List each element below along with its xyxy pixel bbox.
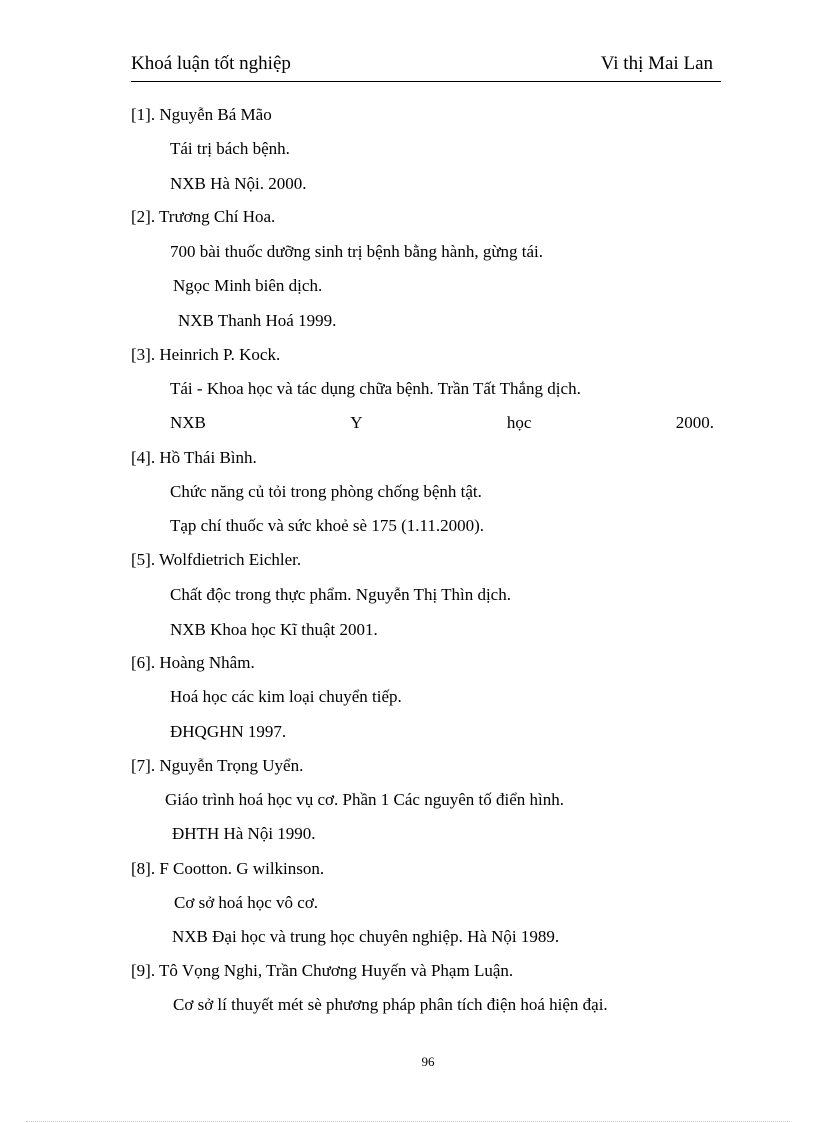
reference-line: Tái trị bách bệnh. [170, 139, 290, 158]
reference-line: 700 bài thuốc dưỡng sinh trị bệnh bằng hành, gừng tái. [170, 242, 544, 261]
reference-marker: [1]. Nguyễn Bá Mão [131, 105, 272, 124]
reference-line: NXB Thanh Hoá 1999. [178, 311, 337, 330]
reference-line: Tạp chí thuốc và sức khoẻ sè 175 (1.11.2000). [170, 516, 485, 535]
header-divider [131, 81, 721, 82]
reference-line: Tái - Khoa học và tác dụng chữa bệnh. Trần Tất Thắng dịch. [170, 379, 581, 398]
reference-line: Giáo trình hoá học vụ cơ. Phần 1 Các nguyên tố điển hình. [165, 790, 564, 809]
reference-line: Hoá học các kim loại chuyển tiếp. [170, 687, 402, 706]
justified-word: NXB [170, 413, 206, 432]
reference-marker: [7]. Nguyễn Trọng Uyển. [131, 756, 304, 775]
justified-word: Y [350, 413, 363, 432]
reference-line: ĐHQGHN 1997. [170, 722, 287, 741]
reference-marker: [8]. F Cootton. G wilkinson. [131, 859, 325, 878]
reference-line: Chất độc trong thực phẩm. Nguyễn Thị Thìn dịch. [170, 585, 511, 604]
reference-marker: [3]. Heinrich P. Kock. [131, 345, 281, 364]
reference-line: Cơ sở lí thuyết mét sè phương pháp phân tích điện hoá hiện đại. [173, 995, 608, 1014]
reference-marker: [9]. Tô Vọng Nghi, Trần Chương Huyến và Phạm Luận. [131, 961, 514, 980]
reference-line: ĐHTH Hà Nội 1990. [172, 824, 316, 843]
reference-marker: [5]. Wolfdietrich Eichler. [131, 550, 302, 569]
justified-word: 2000. [675, 413, 714, 432]
reference-line: Ngọc Minh biên dịch. [173, 276, 323, 295]
reference-line: NXB Khoa học Kĩ thuật 2001. [170, 620, 378, 639]
page-number: 96 [421, 1054, 435, 1069]
reference-marker: [4]. Hồ Thái Bình. [131, 448, 257, 467]
reference-marker: [6]. Hoàng Nhâm. [131, 653, 255, 672]
reference-line: Chức năng củ tỏi trong phòng chống bệnh tật. [170, 482, 482, 501]
reference-line: NXB Đại học và trung học chuyên nghiệp. Hà Nội 1989. [172, 927, 560, 946]
author-name: Vi thị Mai Lan [600, 53, 713, 74]
justified-reference-line [170, 412, 714, 434]
page-bottom-border [26, 1121, 790, 1122]
reference-marker: [2]. Trương Chí Hoa. [131, 207, 276, 226]
thesis-title: Khoá luận tốt nghiệp [131, 53, 291, 74]
justified-word: học [506, 413, 532, 432]
reference-line: NXB Hà Nội. 2000. [170, 174, 307, 193]
reference-line: Cơ sở hoá học vô cơ. [174, 893, 319, 912]
